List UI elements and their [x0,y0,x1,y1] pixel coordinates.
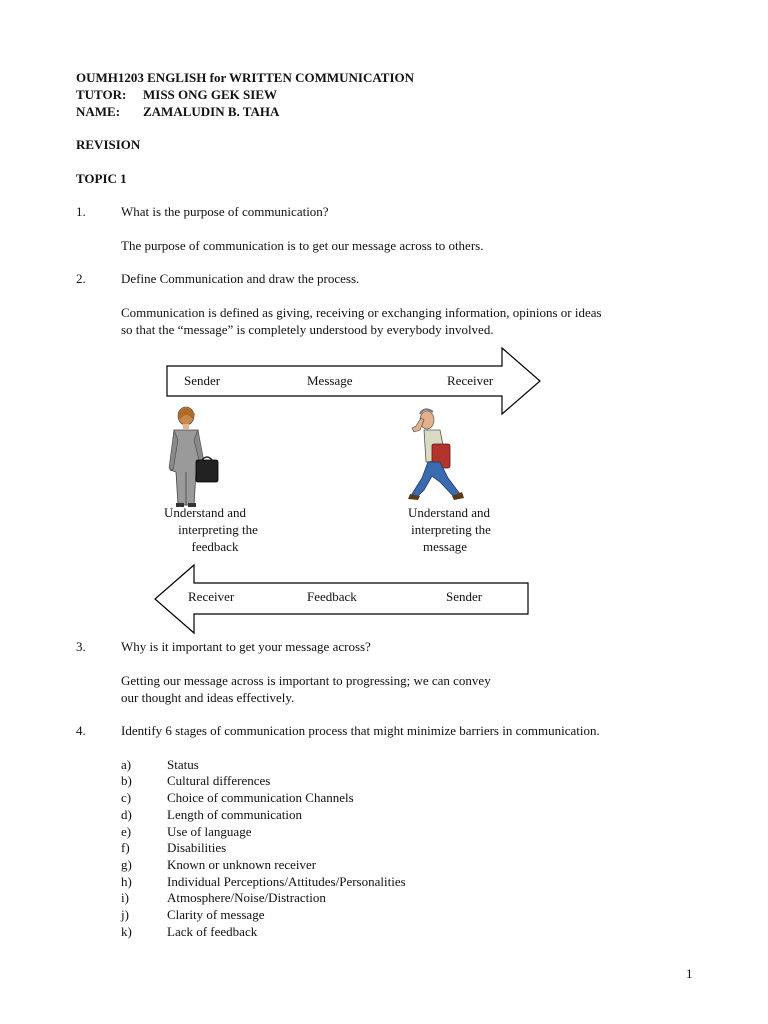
page-number: 1 [686,966,693,981]
list-item-text: Disabilities [167,840,227,855]
q4-number: 4. [76,723,86,738]
q3-question: Why is it important to get your message across? [121,639,371,654]
tutor-name: MISS ONG GEK SIEW [143,87,278,102]
list-item-label: j) [121,907,129,922]
bottom-arrow-sender: Sender [446,589,483,604]
list-item-label: d) [121,807,132,822]
list-item-text: Clarity of message [167,907,265,922]
list-item-text: Length of communication [167,807,303,822]
q1-number: 1. [76,204,86,219]
topic-heading: TOPIC 1 [76,171,127,186]
list-item-text: Cultural differences [167,773,271,788]
right-caption-line2: interpreting the [411,522,491,537]
right-caption-line1: Understand and [408,505,490,520]
list-item-text: Choice of communication Channels [167,790,354,805]
tutor-label: TUTOR: [76,87,127,102]
q3-number: 3. [76,639,86,654]
list-item-text: Known or unknown receiver [167,857,317,872]
q2-answer-line2: so that the “message” is completely understood by everybody involved. [121,322,494,337]
list-item-label: c) [121,790,132,805]
student-name: ZAMALUDIN B. TAHA [143,104,280,119]
list-item-label: f) [121,840,130,855]
list-item-text: Individual Perceptions/Attitudes/Personalities [167,874,406,889]
q1-answer: The purpose of communication is to get our message across to others. [121,238,484,253]
list-item-label: a) [121,757,132,772]
revision-heading: REVISION [76,137,141,152]
course-title: OUMH1203 ENGLISH for WRITTEN COMMUNICATION [76,70,415,85]
q4-question: Identify 6 stages of communication process that might minimize barriers in communication. [121,723,600,738]
list-item-label: e) [121,824,132,839]
list-item-text: Lack of feedback [167,924,258,939]
bottom-arrow-feedback: Feedback [307,589,357,604]
q2-number: 2. [76,271,86,286]
name-label: NAME: [76,104,121,119]
businesswoman-figure [169,407,218,507]
q3-answer-line1: Getting our message across is important to progressing; we can convey [121,673,491,688]
list-item-text: Atmosphere/Noise/Distraction [167,890,326,905]
q2-question: Define Communication and draw the process. [121,271,360,286]
left-caption-line1: Understand and [164,505,246,520]
right-caption-line3: message [422,539,468,554]
top-arrow-receiver: Receiver [447,373,494,388]
list-item-label: k) [121,924,132,939]
q3-answer-line2: our thought and ideas effectively. [121,690,295,705]
list-item-label: b) [121,773,132,788]
list-item-text: Status [167,757,199,772]
bottom-arrow-receiver: Receiver [188,589,235,604]
top-arrow-sender: Sender [184,373,221,388]
list-item-label: i) [121,890,129,905]
top-arrow-message: Message [307,373,353,388]
q1-question: What is the purpose of communication? [121,204,329,219]
left-caption-line2: interpreting the [178,522,258,537]
walking-man-figure [408,409,464,500]
q2-answer-line1: Communication is defined as giving, receiving or exchanging information, opinions or ideas [121,305,602,320]
list-item-label: h) [121,874,132,889]
left-caption-line3: feedback [191,539,239,554]
list-item-text: Use of language [167,824,252,839]
list-item-label: g) [121,857,132,872]
